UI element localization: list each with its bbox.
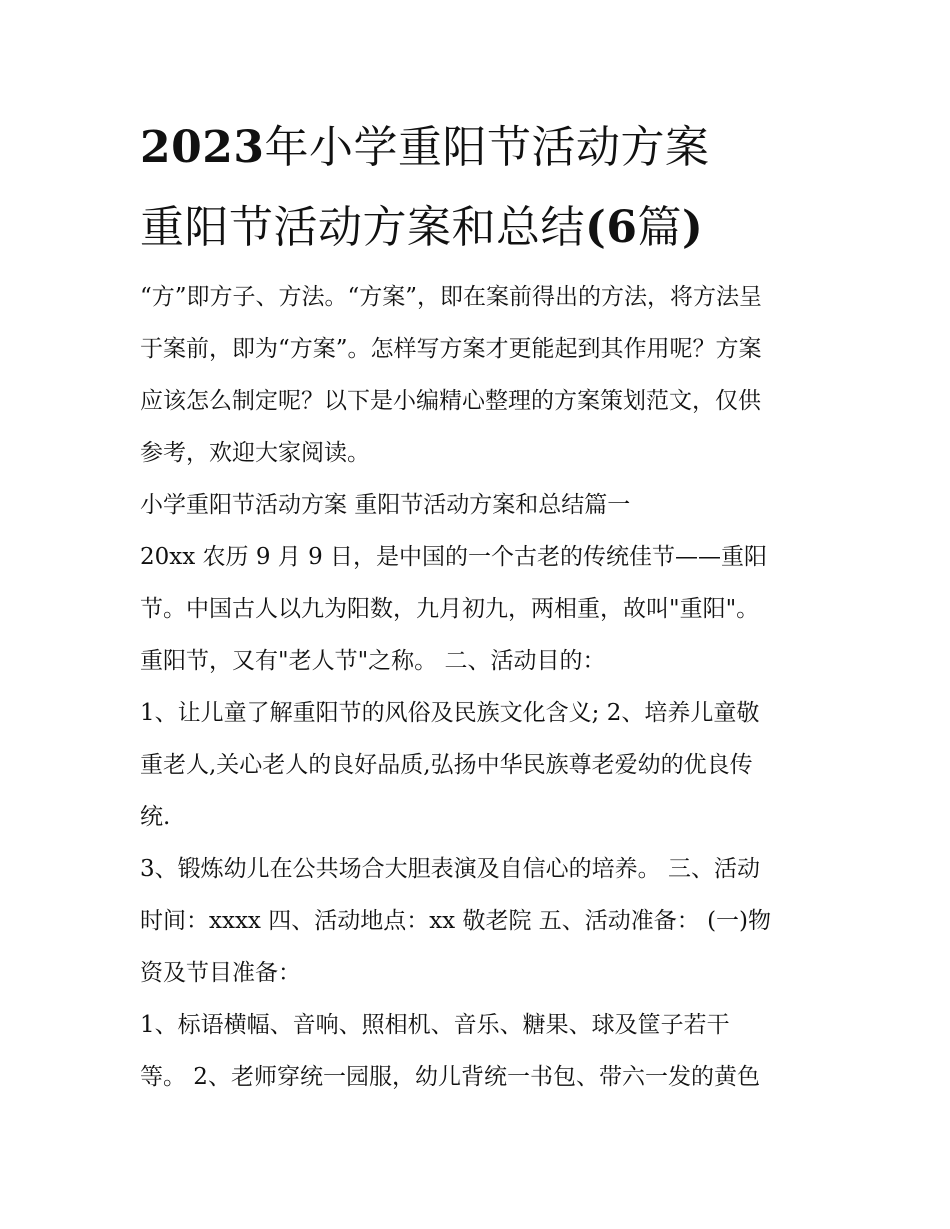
document-body: [140, 282, 812, 1114]
title-line-1: [140, 118, 812, 178]
title-line-1-text: 年小学重阳节活动方案: [264, 122, 710, 173]
text-line: 重老人,关心老人的良好品质,弘扬中华民族尊老爱幼的优良传: [140, 752, 753, 778]
text-line: 等。 2、老师穿统一园服，幼儿背统一书包、带六一发的黄色: [140, 1064, 760, 1090]
text-line: 1、让儿童了解重阳节的风俗及民族文化含义; 2、培养儿童敬: [140, 700, 760, 726]
text-line: 应该怎么制定呢？以下是小编精心整理的方案策划范文，仅供: [140, 388, 761, 414]
title-line-2-text: 重阳节活动方案和总结: [140, 202, 585, 253]
title-count-word: 篇: [637, 202, 682, 253]
title-line-2: [140, 198, 812, 258]
title-count-close: ): [681, 202, 704, 253]
title-year: 2023: [140, 122, 265, 173]
text-line: “方”即方子、方法。“方案”，即在案前得出的方法，将方法呈: [140, 284, 763, 310]
text-line: 资及节目准备：: [140, 960, 301, 986]
text-line: 1、标语横幅、音响、照相机、音乐、糖果、球及筐子若干: [140, 1012, 730, 1038]
text-line: 节。中国古人以九为阳数，九月初九，两相重，故叫"重阳"。: [140, 596, 760, 622]
document-title: [140, 118, 812, 258]
text-line: 重阳节，又有"老人节"之称。 二、活动目的：: [140, 648, 606, 674]
text-line: 于案前，即为“方案”。怎样写方案才更能起到其作用呢？方案: [140, 336, 762, 362]
text-line: 统.: [140, 804, 171, 830]
section-heading: 小学重阳节活动方案 重阳节活动方案和总结篇一: [140, 492, 631, 518]
text-line: 20xx 农历 9 月 9 日，是中国的一个古老的传统佳节——重阳: [140, 544, 768, 570]
document-page: [140, 118, 812, 1114]
text-line: 时间：xxxx 四、活动地点：xx 敬老院 五、活动准备： (一)物: [140, 908, 772, 934]
title-count-open: (6: [585, 202, 638, 253]
text-line: 3、锻炼幼儿在公共场合大胆表演及自信心的培养。 三、活动: [140, 856, 760, 882]
text-line: 参考，欢迎大家阅读。: [140, 440, 370, 466]
